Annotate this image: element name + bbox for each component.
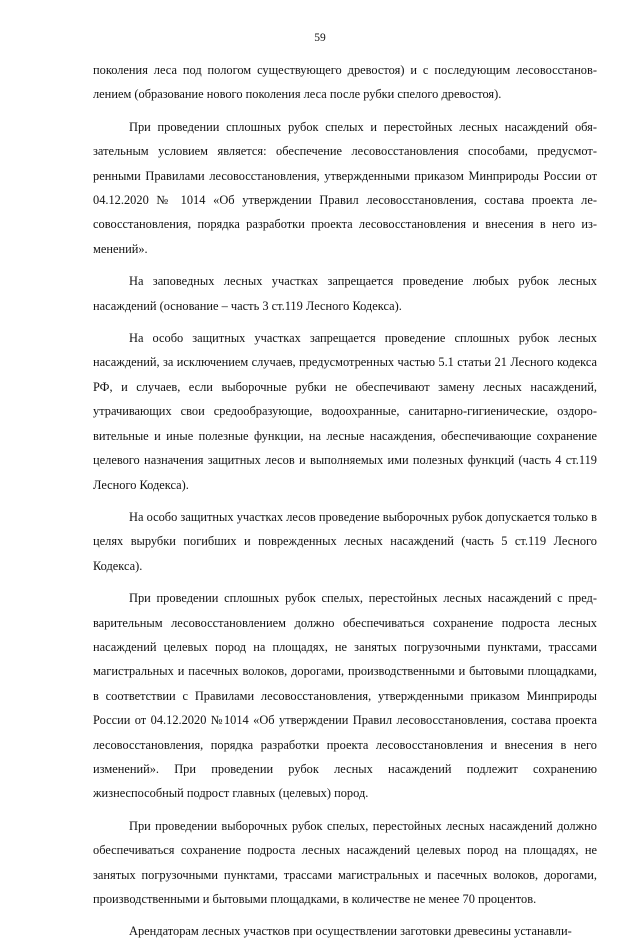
paragraph-protective-plots-clear-cutting: На особо защитных участках запрещается проведение сплошных рубок лесных насаждений, за исключением случаев, предусмотренных частью 5.1 статьи 21 Лесного кодекса РФ, и случаев, если выборочные рубки не обеспечивают замену лесных насаждений, утрачивающих свои средообразующие, водоохранные, санитарно-гигиенические, оздоровительные и иные полезные функции, на лесные насаждения, обеспечивающие сохранение целевого назначения защитных лесов и выполняемых ими полезных функций (часть 4 ст.119 Лесного Кодекса). xyxy=(93,331,597,492)
document-body xyxy=(93,58,597,952)
paragraph-protective-plots-selective-cutting: На особо защитных участках лесов проведение выборочных рубок допускается только в целях вырубки погибших и поврежденных лесных насаждений (часть 5 ст.119 Лесного Кодекса). xyxy=(93,509,597,573)
paragraph-continuation: поколения леса под пологом существующего древостоя) и с последующим лесовосстановлением (образование нового поколения леса после рубки спелого древостоя). xyxy=(93,63,597,102)
paragraph-clear-cutting-reforestation: При проведении сплошных рубок спелых и перестойных лесных насаждений обязательным условием является: обеспечение лесовосстановления способами, предусмотренными Правилами лесовосстановления, утвержденными приказом Минприроды России от 04.12.2020 № 1014 «Об утверждении Правил лесовосстановления, состава проекта лесовосстановления, порядка разработки проекта лесовосстановления и внесения в него изменений». xyxy=(93,119,597,256)
paragraph-selective-cutting-70-percent: При проведении выборочных рубок спелых, перестойных лесных насаждений должно обеспечиваться сохранение подроста лесных насаждений целевых пород на площадях, не занятых погрузочными пунктами, трассами магистральных и пасечных волоков, дорогами, производственными и бытовыми площадками, в количестве не менее 70 процентов. xyxy=(93,818,597,906)
paragraph-tenants: Арендаторам лесных участков при осуществлении заготовки древесины устанавли- xyxy=(129,924,572,939)
page-number: 59 xyxy=(314,32,326,44)
paragraph-undergrowth-preservation: При проведении сплошных рубок спелых, перестойных лесных насаждений с предварительным лесовосстановлением должно обеспечиваться сохранение подроста лесных насаждений целевых пород на площадях, не занятых погрузочными пунктами, трассами магистральных и пасечных волоков, дорогами, производственными и бытовыми площадками, в соответствии с Правилами лесовосстановления, утвержденными приказом Минприроды России от 04.12.2020 №1014 «Об утверждении Правил лесовосстановления, состава проекта лесовосстановления, порядка разработки проекта лесовосстановления и внесения в него изменений». При проведении рубок лесных насаждений подлежит сохранению жизнеспособный подрост главных (целевых) пород. xyxy=(93,591,597,801)
paragraph-reserve-plots: На заповедных лесных участках запрещается проведение любых рубок лесных насаждений (основание – часть 3 ст.119 Лесного Кодекса). xyxy=(93,274,597,313)
